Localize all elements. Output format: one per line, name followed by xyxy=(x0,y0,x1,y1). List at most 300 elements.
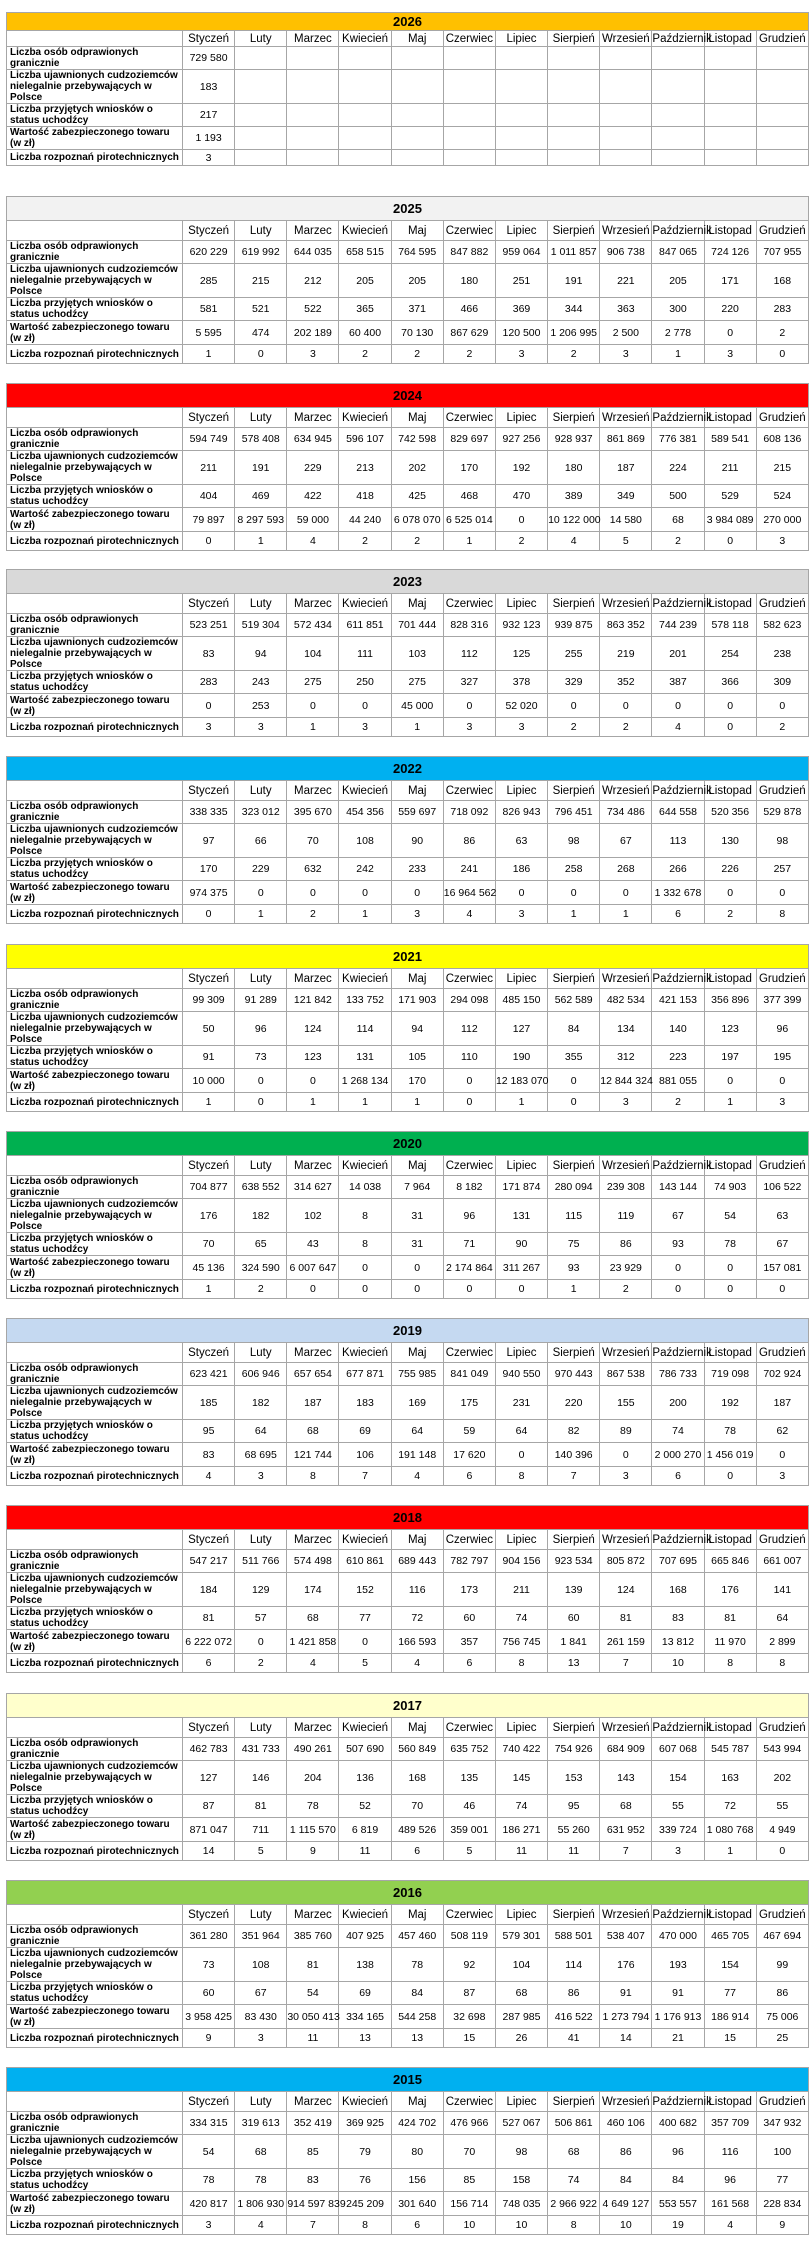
value-cell: 127 xyxy=(183,1761,235,1795)
value-cell: 95 xyxy=(548,1795,600,1818)
value-cell: 106 522 xyxy=(756,1176,808,1199)
value-cell: 3 xyxy=(600,345,652,364)
value-cell: 319 613 xyxy=(235,2112,287,2135)
value-cell: 2 xyxy=(652,532,704,551)
value-cell: 3 xyxy=(235,1467,287,1486)
month-header: Grudzień xyxy=(756,1343,808,1363)
value-cell: 13 812 xyxy=(652,1630,704,1654)
row-secured-goods-value xyxy=(7,1818,809,1842)
month-header: Sierpień xyxy=(548,1905,600,1925)
row-pyrotechnic-recognitions xyxy=(7,718,809,737)
value-cell: 8 xyxy=(339,1199,391,1233)
value-cell: 8 xyxy=(756,905,808,924)
row-pyrotechnic-recognitions xyxy=(7,532,809,551)
row-border-clearances xyxy=(7,47,809,70)
value-cell: 7 xyxy=(600,1654,652,1673)
month-header: Lipiec xyxy=(495,2092,547,2112)
value-cell: 91 xyxy=(183,1046,235,1069)
value-cell: 275 xyxy=(391,671,443,694)
value-cell: 756 745 xyxy=(495,1630,547,1654)
value-cell: 78 xyxy=(287,1795,339,1818)
value-cell: 1 080 768 xyxy=(704,1818,756,1842)
value-cell: 0 xyxy=(756,1280,808,1299)
month-header: Maj xyxy=(391,221,443,241)
value-cell: 378 xyxy=(495,671,547,694)
value-cell: 1 xyxy=(235,532,287,551)
value-cell: 0 xyxy=(391,881,443,905)
value-cell: 559 697 xyxy=(391,801,443,824)
value-cell: 184 xyxy=(183,1573,235,1607)
value-cell: 0 xyxy=(443,1093,495,1112)
month-header: Maj xyxy=(391,1905,443,1925)
value-cell: 0 xyxy=(652,1256,704,1280)
value-cell: 6 xyxy=(391,1842,443,1861)
month-header: Maj xyxy=(391,594,443,614)
value-cell: 1 xyxy=(391,1093,443,1112)
value-cell: 75 006 xyxy=(756,2005,808,2029)
month-header: Maj xyxy=(391,1530,443,1550)
value-cell xyxy=(600,47,652,70)
value-cell: 187 xyxy=(600,451,652,485)
value-cell: 607 068 xyxy=(652,1738,704,1761)
value-cell: 702 924 xyxy=(756,1363,808,1386)
value-cell: 468 xyxy=(443,485,495,508)
value-cell xyxy=(756,47,808,70)
statistics-table xyxy=(6,944,809,1112)
row-label: Liczba osób odprawionych granicznie xyxy=(7,1176,183,1199)
row-illegal-foreigners xyxy=(7,637,809,671)
value-cell: 0 xyxy=(704,694,756,718)
value-cell: 2 xyxy=(600,1280,652,1299)
value-cell xyxy=(652,150,704,166)
value-cell: 1 xyxy=(183,345,235,364)
value-cell xyxy=(495,47,547,70)
value-cell: 100 xyxy=(756,2135,808,2169)
row-pyrotechnic-recognitions xyxy=(7,2029,809,2048)
value-cell: 14 xyxy=(183,1842,235,1861)
month-header: Marzec xyxy=(287,408,339,428)
month-header: Maj xyxy=(391,31,443,47)
month-header: Czerwiec xyxy=(443,1156,495,1176)
row-label: Wartość zabezpieczonego towaru (w zł) xyxy=(7,1630,183,1654)
value-cell: 740 422 xyxy=(495,1738,547,1761)
value-cell: 10 122 000 xyxy=(548,508,600,532)
row-label: Wartość zabezpieczonego towaru (w zł) xyxy=(7,1069,183,1093)
value-cell: 407 925 xyxy=(339,1925,391,1948)
value-cell: 610 861 xyxy=(339,1550,391,1573)
value-cell: 523 251 xyxy=(183,614,235,637)
value-cell: 7 xyxy=(548,1467,600,1486)
month-header: Luty xyxy=(235,221,287,241)
row-border-clearances xyxy=(7,2112,809,2135)
row-label: Liczba osób odprawionych granicznie xyxy=(7,614,183,637)
value-cell: 92 xyxy=(443,1948,495,1982)
value-cell: 95 xyxy=(183,1420,235,1443)
year-heading: 2025 xyxy=(7,197,809,221)
value-cell: 324 590 xyxy=(235,1256,287,1280)
row-label: Liczba rozpoznań pirotechnicznych xyxy=(7,150,183,166)
value-cell: 168 xyxy=(756,264,808,298)
value-cell: 334 165 xyxy=(339,2005,391,2029)
value-cell: 60 400 xyxy=(339,321,391,345)
value-cell: 16 964 562 xyxy=(443,881,495,905)
value-cell: 174 xyxy=(287,1573,339,1607)
value-cell: 69 xyxy=(339,1420,391,1443)
row-pyrotechnic-recognitions xyxy=(7,345,809,364)
value-cell: 420 817 xyxy=(183,2192,235,2216)
month-header: Listopad xyxy=(704,594,756,614)
month-header: Maj xyxy=(391,1156,443,1176)
value-cell: 8 xyxy=(339,2216,391,2235)
value-cell: 119 xyxy=(600,1199,652,1233)
value-cell: 309 xyxy=(756,671,808,694)
row-label: Liczba osób odprawionych granicznie xyxy=(7,1363,183,1386)
value-cell: 176 xyxy=(183,1199,235,1233)
value-cell: 339 724 xyxy=(652,1818,704,1842)
value-cell: 863 352 xyxy=(600,614,652,637)
value-cell: 226 xyxy=(704,858,756,881)
value-cell: 485 150 xyxy=(495,989,547,1012)
row-label: Liczba przyjętych wniosków o status uchodźcy xyxy=(7,671,183,694)
value-cell xyxy=(548,47,600,70)
value-cell: 96 xyxy=(443,1199,495,1233)
value-cell: 74 xyxy=(495,1795,547,1818)
value-cell: 77 xyxy=(339,1607,391,1630)
value-cell: 0 xyxy=(548,1069,600,1093)
row-label: Liczba przyjętych wniosków o status uchodźcy xyxy=(7,2169,183,2192)
value-cell: 826 943 xyxy=(495,801,547,824)
value-cell: 114 xyxy=(339,1012,391,1046)
month-header: Sierpień xyxy=(548,594,600,614)
row-secured-goods-value xyxy=(7,2192,809,2216)
statistics-table xyxy=(6,1131,809,1299)
value-cell: 6 819 xyxy=(339,1818,391,1842)
value-cell: 86 xyxy=(600,2135,652,2169)
value-cell: 104 xyxy=(287,637,339,671)
value-cell: 742 598 xyxy=(391,428,443,451)
value-cell: 131 xyxy=(339,1046,391,1069)
month-header: Kwiecień xyxy=(339,781,391,801)
row-pyrotechnic-recognitions xyxy=(7,1467,809,1486)
row-illegal-foreigners xyxy=(7,1012,809,1046)
value-cell: 1 xyxy=(287,1093,339,1112)
year-table-2023 xyxy=(6,569,809,737)
row-label: Liczba osób odprawionych granicznie xyxy=(7,1738,183,1761)
value-cell: 0 xyxy=(443,1280,495,1299)
value-cell: 0 xyxy=(443,1069,495,1093)
value-cell: 12 844 324 xyxy=(600,1069,652,1093)
value-cell: 4 xyxy=(391,1467,443,1486)
value-cell: 0 xyxy=(339,881,391,905)
row-border-clearances xyxy=(7,1363,809,1386)
value-cell: 529 xyxy=(704,485,756,508)
value-cell: 300 xyxy=(652,298,704,321)
value-cell: 657 654 xyxy=(287,1363,339,1386)
value-cell: 108 xyxy=(339,824,391,858)
value-cell: 606 946 xyxy=(235,1363,287,1386)
month-header: Sierpień xyxy=(548,1530,600,1550)
value-cell: 9 xyxy=(287,1842,339,1861)
value-cell: 91 xyxy=(600,1982,652,2005)
value-cell: 135 xyxy=(443,1761,495,1795)
row-border-clearances xyxy=(7,801,809,824)
value-cell: 253 xyxy=(235,694,287,718)
value-cell: 347 932 xyxy=(756,2112,808,2135)
value-cell: 3 xyxy=(756,1467,808,1486)
value-cell: 3 xyxy=(183,2216,235,2235)
row-border-clearances xyxy=(7,1176,809,1199)
row-secured-goods-value xyxy=(7,1069,809,1093)
month-header: Luty xyxy=(235,408,287,428)
row-label: Liczba rozpoznań pirotechnicznych xyxy=(7,1280,183,1299)
corner-cell xyxy=(7,1905,183,1925)
value-cell: 338 335 xyxy=(183,801,235,824)
month-header: Luty xyxy=(235,1343,287,1363)
value-cell: 3 xyxy=(704,345,756,364)
value-cell: 416 522 xyxy=(548,2005,600,2029)
month-header: Lipiec xyxy=(495,781,547,801)
month-header: Maj xyxy=(391,781,443,801)
month-header: Marzec xyxy=(287,1905,339,1925)
value-cell: 334 315 xyxy=(183,2112,235,2135)
month-header: Listopad xyxy=(704,2092,756,2112)
value-cell: 508 119 xyxy=(443,1925,495,1948)
year-heading: 2022 xyxy=(7,757,809,781)
value-cell: 582 623 xyxy=(756,614,808,637)
value-cell: 12 183 070 xyxy=(495,1069,547,1093)
value-cell: 7 964 xyxy=(391,1176,443,1199)
year-heading: 2015 xyxy=(7,2068,809,2092)
year-heading: 2020 xyxy=(7,1132,809,1156)
month-header: Grudzień xyxy=(756,1530,808,1550)
value-cell: 176 xyxy=(704,1573,756,1607)
value-cell: 4 649 127 xyxy=(600,2192,652,2216)
value-cell: 841 049 xyxy=(443,1363,495,1386)
value-cell: 389 xyxy=(548,485,600,508)
value-cell: 400 682 xyxy=(652,2112,704,2135)
month-header: Kwiecień xyxy=(339,1156,391,1176)
value-cell: 0 xyxy=(756,694,808,718)
value-cell: 97 xyxy=(183,824,235,858)
value-cell: 3 xyxy=(235,2029,287,2048)
row-label: Liczba przyjętych wniosków o status uchodźcy xyxy=(7,1420,183,1443)
value-cell: 228 834 xyxy=(756,2192,808,2216)
row-illegal-foreigners xyxy=(7,264,809,298)
month-header: Kwiecień xyxy=(339,969,391,989)
month-header: Styczeń xyxy=(183,2092,235,2112)
row-refugee-applications xyxy=(7,858,809,881)
value-cell: 2 000 270 xyxy=(652,1443,704,1467)
value-cell: 84 xyxy=(652,2169,704,2192)
row-refugee-applications xyxy=(7,1046,809,1069)
value-cell: 0 xyxy=(704,321,756,345)
month-header: Listopad xyxy=(704,1718,756,1738)
month-header: Styczeń xyxy=(183,1718,235,1738)
value-cell: 70 xyxy=(183,1233,235,1256)
value-cell: 0 xyxy=(339,1256,391,1280)
month-header: Luty xyxy=(235,969,287,989)
value-cell: 0 xyxy=(600,881,652,905)
value-cell: 43 xyxy=(287,1233,339,1256)
value-cell: 78 xyxy=(704,1233,756,1256)
value-cell: 572 434 xyxy=(287,614,339,637)
row-label: Wartość zabezpieczonego towaru (w zł) xyxy=(7,1818,183,1842)
month-header: Lipiec xyxy=(495,1530,547,1550)
value-cell: 14 xyxy=(600,2029,652,2048)
row-secured-goods-value xyxy=(7,2005,809,2029)
value-cell: 369 xyxy=(495,298,547,321)
value-cell: 474 xyxy=(235,321,287,345)
value-cell: 127 xyxy=(495,1012,547,1046)
value-cell: 8 xyxy=(548,2216,600,2235)
value-cell: 506 861 xyxy=(548,2112,600,2135)
value-cell: 500 xyxy=(652,485,704,508)
value-cell: 170 xyxy=(183,858,235,881)
month-header: Październik xyxy=(652,781,704,801)
row-label: Liczba przyjętych wniosków o status uchodźcy xyxy=(7,485,183,508)
value-cell: 31 xyxy=(391,1233,443,1256)
value-cell: 72 xyxy=(704,1795,756,1818)
value-cell: 60 xyxy=(183,1982,235,2005)
value-cell: 242 xyxy=(339,858,391,881)
value-cell: 9 xyxy=(756,2216,808,2235)
value-cell: 21 xyxy=(652,2029,704,2048)
row-refugee-applications xyxy=(7,298,809,321)
value-cell: 904 156 xyxy=(495,1550,547,1573)
value-cell: 3 xyxy=(495,718,547,737)
month-header: Czerwiec xyxy=(443,1530,495,1550)
month-header: Październik xyxy=(652,2092,704,2112)
value-cell: 357 709 xyxy=(704,2112,756,2135)
value-cell: 4 xyxy=(652,718,704,737)
row-label: Liczba rozpoznań pirotechnicznych xyxy=(7,2216,183,2235)
month-header: Grudzień xyxy=(756,221,808,241)
month-header: Październik xyxy=(652,32,712,45)
value-cell: 2 xyxy=(704,905,756,924)
value-cell: 261 159 xyxy=(600,1630,652,1654)
value-cell: 83 xyxy=(652,1607,704,1630)
value-cell: 6 525 014 xyxy=(443,508,495,532)
value-cell: 0 xyxy=(704,1280,756,1299)
year-table-2018 xyxy=(6,1505,809,1673)
value-cell: 4 xyxy=(548,532,600,551)
value-cell: 191 148 xyxy=(391,1443,443,1467)
value-cell: 193 xyxy=(652,1948,704,1982)
value-cell: 754 926 xyxy=(548,1738,600,1761)
value-cell: 719 098 xyxy=(704,1363,756,1386)
value-cell: 190 xyxy=(495,1046,547,1069)
value-cell xyxy=(391,70,443,104)
value-cell: 66 xyxy=(235,824,287,858)
corner-cell xyxy=(7,1530,183,1550)
value-cell: 524 xyxy=(756,485,808,508)
value-cell: 460 106 xyxy=(600,2112,652,2135)
year-heading: 2021 xyxy=(7,945,809,969)
month-header: Czerwiec xyxy=(443,1905,495,1925)
value-cell: 0 xyxy=(600,1443,652,1467)
value-cell: 186 271 xyxy=(495,1818,547,1842)
value-cell: 82 xyxy=(548,1420,600,1443)
value-cell: 116 xyxy=(704,2135,756,2169)
value-cell: 352 419 xyxy=(287,2112,339,2135)
value-cell xyxy=(652,127,704,150)
statistics-table xyxy=(6,569,809,737)
value-cell: 96 xyxy=(652,2135,704,2169)
value-cell: 11 970 xyxy=(704,1630,756,1654)
value-cell xyxy=(600,70,652,104)
value-cell: 329 xyxy=(548,671,600,694)
value-cell: 3 984 089 xyxy=(704,508,756,532)
value-cell: 185 xyxy=(183,1386,235,1420)
row-refugee-applications xyxy=(7,671,809,694)
month-header: Październik xyxy=(652,594,704,614)
month-header: Kwiecień xyxy=(339,1718,391,1738)
value-cell: 578 118 xyxy=(704,614,756,637)
value-cell: 764 595 xyxy=(391,241,443,264)
value-cell: 711 xyxy=(235,1818,287,1842)
value-cell: 828 316 xyxy=(443,614,495,637)
value-cell: 786 733 xyxy=(652,1363,704,1386)
value-cell: 1 xyxy=(704,1093,756,1112)
value-cell: 141 xyxy=(756,1573,808,1607)
value-cell: 168 xyxy=(391,1761,443,1795)
month-header: Marzec xyxy=(287,781,339,801)
row-label: Liczba ujawnionych cudzoziemców nielegalnie przebywających w Polsce xyxy=(7,637,183,671)
month-header: Kwiecień xyxy=(339,1343,391,1363)
month-header: Lipiec xyxy=(495,594,547,614)
value-cell: 77 xyxy=(704,1982,756,2005)
row-label: Wartość zabezpieczonego towaru (w zł) xyxy=(7,321,183,345)
value-cell: 312 xyxy=(600,1046,652,1069)
value-cell: 168 xyxy=(652,1573,704,1607)
row-label: Liczba osób odprawionych granicznie xyxy=(7,1925,183,1948)
value-cell: 0 xyxy=(495,1280,547,1299)
value-cell: 352 xyxy=(600,671,652,694)
value-cell: 243 xyxy=(235,671,287,694)
row-label: Wartość zabezpieczonego towaru (w zł) xyxy=(7,2005,183,2029)
value-cell: 323 012 xyxy=(235,801,287,824)
value-cell: 527 067 xyxy=(495,2112,547,2135)
row-illegal-foreigners xyxy=(7,1573,809,1607)
month-header: Styczeń xyxy=(183,781,235,801)
value-cell: 205 xyxy=(339,264,391,298)
value-cell: 70 xyxy=(443,2135,495,2169)
month-header: Listopad xyxy=(704,1156,756,1176)
value-cell: 1 xyxy=(652,345,704,364)
value-cell: 71 xyxy=(443,1233,495,1256)
month-header: Luty xyxy=(235,1156,287,1176)
value-cell: 545 787 xyxy=(704,1738,756,1761)
value-cell: 1 xyxy=(495,1093,547,1112)
value-cell: 482 534 xyxy=(600,989,652,1012)
value-cell: 112 xyxy=(443,637,495,671)
value-cell: 191 xyxy=(548,264,600,298)
value-cell: 186 xyxy=(495,858,547,881)
value-cell: 157 081 xyxy=(756,1256,808,1280)
value-cell: 158 xyxy=(495,2169,547,2192)
month-header: Czerwiec xyxy=(443,408,495,428)
month-header: Marzec xyxy=(287,969,339,989)
value-cell: 64 xyxy=(235,1420,287,1443)
value-cell: 0 xyxy=(183,905,235,924)
value-cell: 361 280 xyxy=(183,1925,235,1948)
value-cell: 974 375 xyxy=(183,881,235,905)
row-label: Liczba przyjętych wniosków o status uchodźcy xyxy=(7,1233,183,1256)
value-cell: 5 xyxy=(235,1842,287,1861)
value-cell: 146 xyxy=(235,1761,287,1795)
value-cell: 632 xyxy=(287,858,339,881)
value-cell: 73 xyxy=(235,1046,287,1069)
